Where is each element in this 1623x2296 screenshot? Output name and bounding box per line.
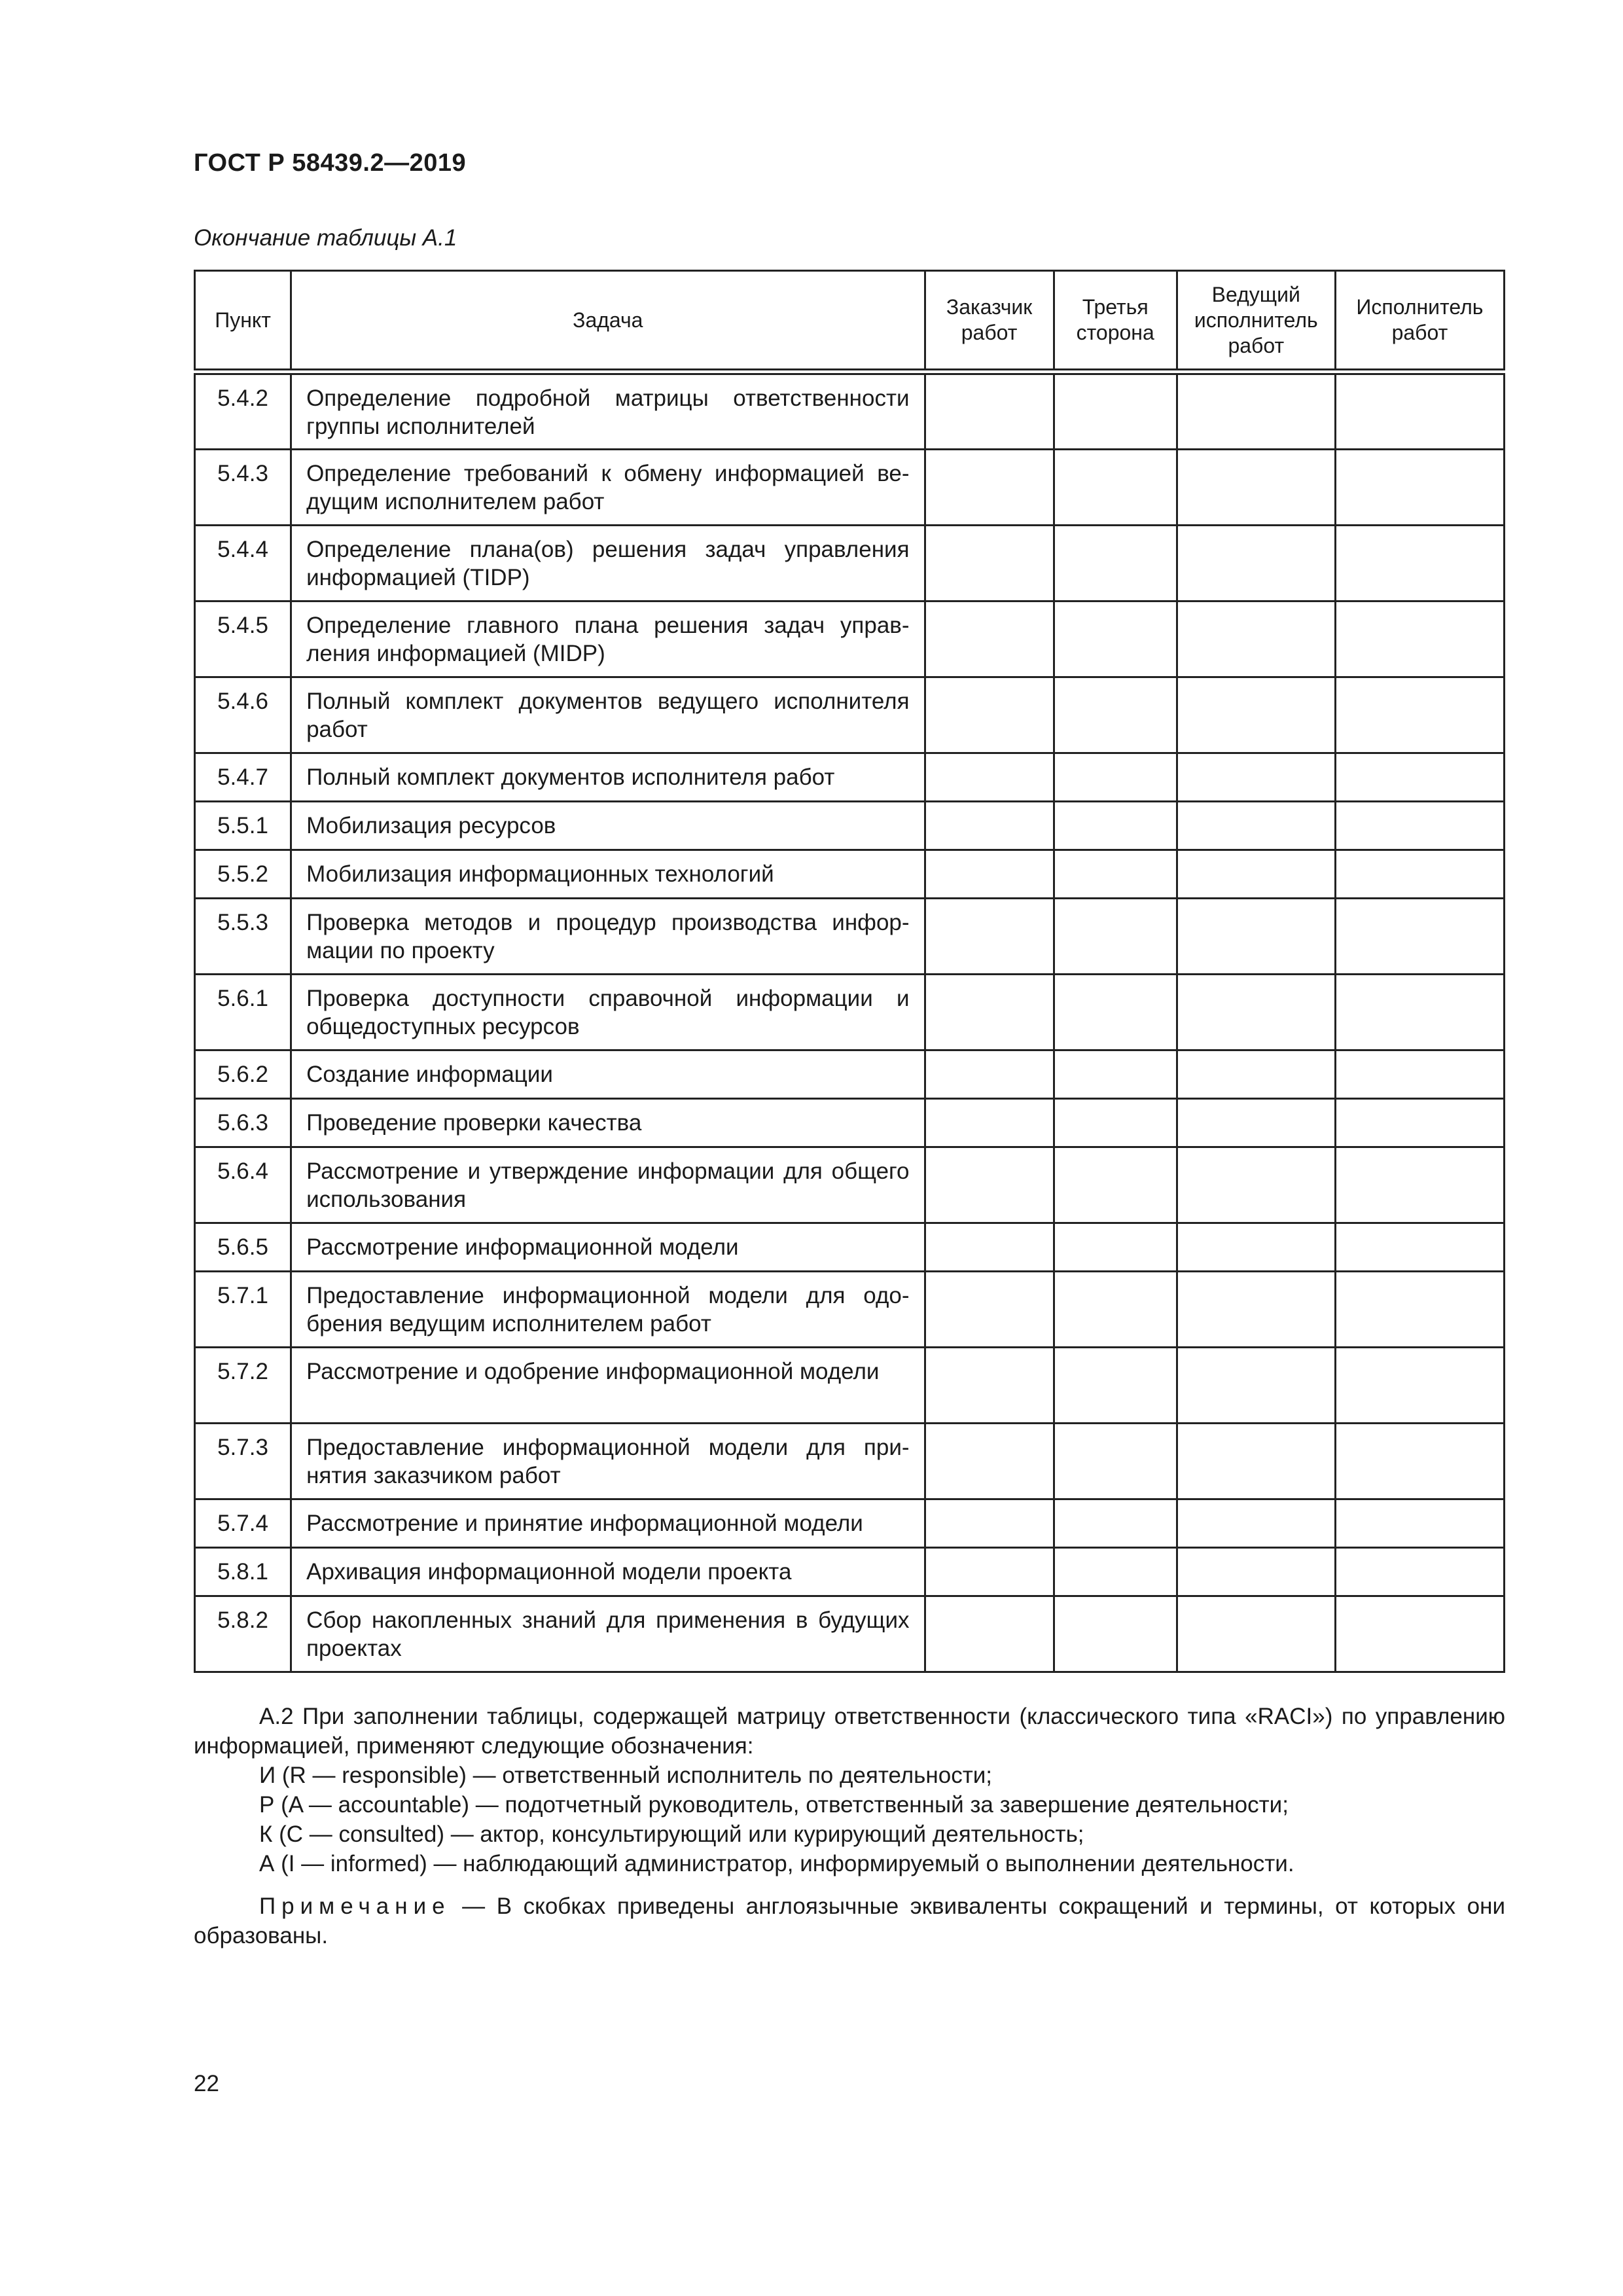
third-party-cell [1054,753,1177,802]
row-number-cell: 5.4.2 [195,372,291,450]
contractor-cell [1335,1548,1504,1596]
contractor-cell [1335,1099,1504,1147]
task-cell: Определение главного плана решения задач управления информацией (MIDP) [291,601,925,677]
lead-contractor-cell [1177,1596,1335,1672]
contractor-cell [1335,899,1504,975]
customer-cell [925,1499,1054,1548]
customer-cell [925,1548,1054,1596]
row-number-cell: 5.7.2 [195,1348,291,1424]
column-header-task: Задача [291,271,925,372]
task-cell: Полный комплект документов исполнителя работ [291,753,925,802]
task-cell: Мобилизация информационных технологий [291,850,925,899]
customer-cell [925,753,1054,802]
table-row [195,975,1505,1050]
customer-cell [925,677,1054,753]
contractor-cell [1335,1348,1504,1424]
third-party-cell [1054,1548,1177,1596]
contractor-cell [1335,802,1504,850]
table-row [195,372,1505,450]
row-number-cell: 5.8.1 [195,1548,291,1596]
table-header-row [195,271,1505,372]
customer-cell [925,1099,1054,1147]
contractor-cell [1335,1272,1504,1348]
task-cell: Архивация информационной модели проекта [291,1548,925,1596]
column-header-lead-contractor: Ведущий исполнитель работ [1177,271,1335,372]
row-number-cell: 5.6.2 [195,1050,291,1099]
column-header-third-party: Третья сторона [1054,271,1177,372]
task-cell: Мобилизация ресурсов [291,802,925,850]
contractor-cell [1335,372,1504,450]
task-cell: Рассмотрение и утверждение информации для общего использования [291,1147,925,1223]
customer-cell [925,372,1054,450]
task-cell: Предоставление информационной модели для одобрения ведущим исполнителем работ [291,1272,925,1348]
third-party-cell [1054,1424,1177,1499]
task-cell: Проверка методов и процедур производства информации по проекту [291,899,925,975]
note-label: Примечание [259,1893,451,1919]
third-party-cell [1054,850,1177,899]
lead-contractor-cell [1177,1424,1335,1499]
lead-contractor-cell [1177,802,1335,850]
table-row [195,601,1505,677]
legend-item: И (R — responsible) — ответственный исполнитель по деятельности; [259,1763,993,1788]
customer-cell [925,975,1054,1050]
third-party-cell [1054,677,1177,753]
table-row [195,677,1505,753]
third-party-cell [1054,1223,1177,1272]
task-cell: Предоставление информационной модели для принятия заказчиком работ [291,1424,925,1499]
table-row [195,1499,1505,1548]
lead-contractor-cell [1177,1050,1335,1099]
row-number-cell: 5.7.4 [195,1499,291,1548]
task-cell: Определение требований к обмену информацией ведущим исполнителем работ [291,450,925,526]
third-party-cell [1054,450,1177,526]
row-number-cell: 5.5.1 [195,802,291,850]
contractor-cell [1335,601,1504,677]
table-row [195,850,1505,899]
task-cell: Рассмотрение и принятие информационной модели [291,1499,925,1548]
table-row [195,1147,1505,1223]
contractor-cell [1335,1223,1504,1272]
contractor-cell [1335,753,1504,802]
lead-contractor-cell [1177,372,1335,450]
contractor-cell [1335,975,1504,1050]
legend-item: К (C — consulted) — актор, консультирующий или курирующий деятельность; [259,1821,1084,1847]
task-cell: Рассмотрение и одобрение информационной модели [291,1348,925,1424]
table-row [195,1223,1505,1272]
table-body [195,372,1505,1672]
customer-cell [925,450,1054,526]
customer-cell [925,1223,1054,1272]
third-party-cell [1054,899,1177,975]
third-party-cell [1054,1050,1177,1099]
contractor-cell [1335,450,1504,526]
lead-contractor-cell [1177,601,1335,677]
customer-cell [925,850,1054,899]
third-party-cell [1054,802,1177,850]
row-number-cell: 5.6.5 [195,1223,291,1272]
table-row [195,1424,1505,1499]
table-row [195,1548,1505,1596]
third-party-cell [1054,1348,1177,1424]
table-row [195,1050,1505,1099]
row-number-cell: 5.5.2 [195,850,291,899]
customer-cell [925,1596,1054,1672]
note-text: — В скобках приведены англоязычные эквиваленты сокращений и термины, от которых они образованы. [194,1893,1505,1948]
legend-item: Р (A — accountable) — подотчетный руководитель, ответственный за завершение деятельности; [259,1792,1289,1818]
document-code: ГОСТ Р 58439.2—2019 [194,149,467,177]
column-header-num: Пункт [195,271,291,372]
customer-cell [925,802,1054,850]
notes-section [194,1702,1505,1950]
row-number-cell: 5.4.7 [195,753,291,802]
lead-contractor-cell [1177,450,1335,526]
third-party-cell [1054,1596,1177,1672]
contractor-cell [1335,850,1504,899]
contractor-cell [1335,1050,1504,1099]
table-row [195,802,1505,850]
third-party-cell [1054,372,1177,450]
third-party-cell [1054,601,1177,677]
table-caption: Окончание таблицы А.1 [194,225,457,251]
note-paragraph [194,1892,1505,1950]
lead-contractor-cell [1177,753,1335,802]
task-cell: Проведение проверки качества [291,1099,925,1147]
lead-contractor-cell [1177,677,1335,753]
responsibility-table [194,270,1505,1673]
lead-contractor-cell [1177,1499,1335,1548]
row-number-cell: 5.5.3 [195,899,291,975]
row-number-cell: 5.6.4 [195,1147,291,1223]
table-row [195,1272,1505,1348]
contractor-cell [1335,677,1504,753]
customer-cell [925,1424,1054,1499]
third-party-cell [1054,1272,1177,1348]
lead-contractor-cell [1177,1548,1335,1596]
contractor-cell [1335,1499,1504,1548]
page-number: 22 [194,2071,219,2096]
third-party-cell [1054,1499,1177,1548]
task-cell: Определение плана(ов) решения задач управления информацией (TIDP) [291,526,925,601]
lead-contractor-cell [1177,1272,1335,1348]
lead-contractor-cell [1177,526,1335,601]
column-header-customer: Заказчик работ [925,271,1054,372]
contractor-cell [1335,526,1504,601]
customer-cell [925,899,1054,975]
task-cell: Создание информации [291,1050,925,1099]
contractor-cell [1335,1424,1504,1499]
table-row [195,753,1505,802]
lead-contractor-cell [1177,1099,1335,1147]
lead-contractor-cell [1177,850,1335,899]
customer-cell [925,1050,1054,1099]
third-party-cell [1054,1099,1177,1147]
task-cell: Определение подробной матрицы ответственности группы исполнителей [291,372,925,450]
lead-contractor-cell [1177,975,1335,1050]
lead-contractor-cell [1177,899,1335,975]
customer-cell [925,526,1054,601]
notes-intro: А.2 При заполнении таблицы, содержащей матрицу ответственности (классического типа «RACI») по управлению информацией, применяют следующие обозначения: [194,1704,1505,1759]
legend-item: А (I — informed) — наблюдающий администратор, информируемый о выполнении деятельности. [259,1851,1294,1876]
contractor-cell [1335,1596,1504,1672]
third-party-cell [1054,975,1177,1050]
row-number-cell: 5.4.5 [195,601,291,677]
third-party-cell [1054,1147,1177,1223]
task-cell: Рассмотрение информационной модели [291,1223,925,1272]
table-row [195,526,1505,601]
contractor-cell [1335,1147,1504,1223]
row-number-cell: 5.7.1 [195,1272,291,1348]
table-row [195,899,1505,975]
lead-contractor-cell [1177,1147,1335,1223]
lead-contractor-cell [1177,1348,1335,1424]
row-number-cell: 5.4.3 [195,450,291,526]
row-number-cell: 5.8.2 [195,1596,291,1672]
customer-cell [925,601,1054,677]
customer-cell [925,1272,1054,1348]
table-row [195,1596,1505,1672]
table-row [195,1348,1505,1424]
row-number-cell: 5.4.6 [195,677,291,753]
customer-cell [925,1147,1054,1223]
row-number-cell: 5.7.3 [195,1424,291,1499]
third-party-cell [1054,526,1177,601]
lead-contractor-cell [1177,1223,1335,1272]
customer-cell [925,1348,1054,1424]
row-number-cell: 5.4.4 [195,526,291,601]
column-header-contractor: Исполнитель работ [1335,271,1504,372]
row-number-cell: 5.6.1 [195,975,291,1050]
row-number-cell: 5.6.3 [195,1099,291,1147]
table-row [195,1099,1505,1147]
task-cell: Проверка доступности справочной информации и общедоступных ресурсов [291,975,925,1050]
task-cell: Сбор накопленных знаний для применения в будущих проектах [291,1596,925,1672]
table-row [195,450,1505,526]
task-cell: Полный комплект документов ведущего исполнителя работ [291,677,925,753]
